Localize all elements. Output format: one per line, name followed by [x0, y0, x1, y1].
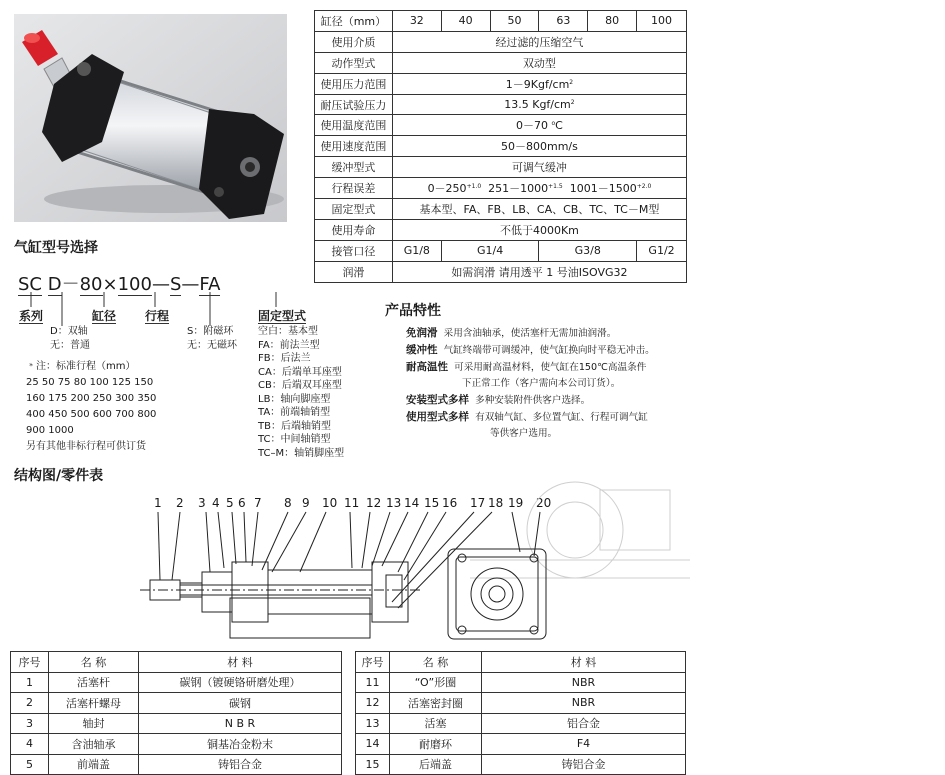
spec-sup: 2	[569, 78, 574, 86]
part-callout-number: 9	[302, 496, 310, 510]
stroke-note: 160 175 200 250 300 350	[26, 393, 157, 404]
spec-label: 缓冲型式	[315, 157, 393, 178]
feature-desc: 可采用耐高温材料，使气缸在150℃高温条件	[454, 362, 647, 373]
col-header: 名 称	[390, 652, 482, 673]
cell: 13	[356, 713, 390, 734]
part-callout-number: 10	[322, 496, 338, 510]
spec-label: 接管口径	[315, 240, 393, 261]
part-callout-number: 11	[344, 496, 360, 510]
cell: 活塞杆螺母	[49, 693, 139, 714]
mount-option: LB：轴向脚座型	[258, 393, 331, 405]
spec-cell: G1/8	[392, 240, 441, 261]
code-s: S	[169, 274, 182, 295]
table-header-row	[356, 652, 686, 673]
part-callout-number: 12	[366, 496, 382, 510]
spec-label: 行程误差	[315, 178, 393, 199]
cell: 含油轴承	[49, 734, 139, 755]
spec-cell: 40	[441, 11, 490, 32]
table-row	[356, 713, 686, 734]
spec-cell: 63	[539, 11, 588, 32]
feature-desc-cont: 下正常工作（客户需向本公司订货）。	[462, 378, 621, 389]
cell: 耐磨环	[390, 734, 482, 755]
spec-value: 经过滤的压缩空气	[392, 31, 686, 52]
table-row	[356, 693, 686, 714]
part-callout-number: 6	[238, 496, 246, 510]
part-callout-number: 7	[254, 496, 262, 510]
d-option: D：双轴	[50, 326, 88, 337]
mount-option: CA：后端单耳座型	[258, 366, 342, 378]
code-d: D	[47, 274, 62, 295]
feature-name: 耐高温性	[406, 361, 448, 373]
mount-option: TC–M：轴销脚座型	[258, 447, 345, 459]
cell: 铝合金	[482, 713, 686, 734]
spec-label: 使用温度范围	[315, 115, 393, 136]
part-callout-number: 8	[284, 496, 292, 510]
table-row	[11, 693, 342, 714]
cell: N B R	[139, 713, 342, 734]
spec-value-tail: C	[555, 119, 563, 133]
spec-cell: G1/2	[637, 240, 687, 261]
cell: 15	[356, 754, 390, 775]
part-callout-number: 14	[404, 496, 420, 510]
code-dash: —	[151, 274, 170, 295]
mount-option: TA：前端轴销型	[258, 407, 331, 418]
feature-name: 缓冲性	[406, 344, 438, 356]
part-callout-number: 3	[198, 496, 206, 510]
spec-sup: o	[551, 120, 556, 128]
spec-cell: 80	[588, 11, 637, 32]
spec-value: 50－800mm/s	[392, 136, 686, 157]
part-callout-number: 20	[536, 496, 552, 510]
spec-cell: G1/4	[441, 240, 539, 261]
cell: 11	[356, 672, 390, 693]
part-callout-number: 19	[508, 496, 524, 510]
spec-cell: G3/8	[539, 240, 637, 261]
spec-value-text: 13.5 Kgf/cm	[504, 98, 571, 111]
code-stroke: 100	[117, 274, 152, 295]
cell: 5	[11, 754, 49, 775]
parts-table-left	[10, 651, 342, 775]
feature-name: 使用型式多样	[406, 411, 469, 423]
spec-value-text: 0－70	[516, 119, 552, 133]
spec-label: 使用介质	[315, 31, 393, 52]
cell: 铸铝合金	[482, 754, 686, 775]
mount-option: FA：前法兰型	[258, 339, 320, 351]
cell: 前端盖	[49, 754, 139, 775]
stroke-note: 900 1000	[26, 425, 74, 436]
spec-value: 不低于4000Km	[392, 219, 686, 240]
spec-value: 如需润滑 请用透平 1 号油ISOVG32	[392, 261, 686, 282]
s-option: S：附磁环	[187, 326, 234, 337]
spec-value: 双动型	[392, 52, 686, 73]
col-header: 材 料	[482, 652, 686, 673]
cell: 后端盖	[390, 754, 482, 775]
structure-title: 结构图/零件表	[14, 468, 104, 484]
cell: 活塞	[390, 713, 482, 734]
feature-name: 免润滑	[406, 327, 438, 339]
code-bore: 80	[79, 274, 103, 295]
mount-option: CB：后端双耳座型	[258, 380, 342, 391]
model-section-title: 气缸型号选择	[14, 240, 98, 256]
s-option: 无：无磁环	[187, 339, 237, 351]
mount-option: TC：中间轴销型	[258, 434, 331, 445]
part-callout-number: 4	[212, 496, 220, 510]
feature-desc: 有双轴气缸、多位置气缸、行程可调气缸	[475, 412, 648, 423]
cell: 轴封	[49, 713, 139, 734]
part-callout-number: 13	[386, 496, 402, 510]
stroke-note: 另有其他非标行程可供订货	[26, 441, 146, 452]
code-dash: —	[181, 274, 200, 295]
stroke-note: 400 450 500 600 700 800	[26, 409, 157, 420]
cell: 4	[11, 734, 49, 755]
table-row	[356, 754, 686, 775]
part-callout-number: 2	[176, 496, 184, 510]
table-row	[11, 672, 342, 693]
spec-label: 耐压试验压力	[315, 94, 393, 115]
cell: 铸铝合金	[139, 754, 342, 775]
table-row	[11, 754, 342, 775]
spec-cell: 50	[490, 11, 539, 32]
stroke-note: ﹡注：标准行程（mm）	[26, 361, 136, 372]
spec-cell: 32	[392, 11, 441, 32]
spec-sup: +1.0	[466, 183, 482, 191]
cell: NBR	[482, 672, 686, 693]
mount-option: TB：后端轴销型	[258, 420, 331, 432]
feature-desc: 采用含油轴承，使活塞杆无需加油润滑。	[443, 328, 617, 339]
code-times: ×	[102, 274, 118, 295]
feature-desc: 气缸终端带可调缓冲，使气缸换向时平稳无冲击。	[443, 345, 655, 356]
table-row	[11, 734, 342, 755]
col-header: 序号	[356, 652, 390, 673]
code-dash: －	[61, 274, 80, 295]
parts-table-right	[355, 651, 686, 775]
spec-label: 使用寿命	[315, 219, 393, 240]
part-callout-number: 1	[154, 496, 162, 510]
part-callout-number: 5	[226, 496, 234, 510]
spec-value: 可调气缓冲	[392, 157, 686, 178]
label-mount-text: 固定型式	[258, 309, 307, 323]
cell: 活塞杆	[49, 672, 139, 693]
stroke-tolerance-2: 251－1000	[488, 182, 549, 196]
label-stroke-text: 行程	[145, 309, 170, 323]
spec-sup: 2	[570, 99, 575, 106]
feature-desc-cont: 等供客户选用。	[490, 428, 558, 439]
cell: 活塞密封圈	[390, 693, 482, 714]
label-series-text: 系列	[19, 309, 44, 323]
table-row	[356, 734, 686, 755]
part-callout-number: 15	[424, 496, 440, 510]
cell: 铜基冶金粉末	[139, 734, 342, 755]
cell: F4	[482, 734, 686, 755]
part-callout-number: 18	[488, 496, 504, 510]
part-callout-number: 17	[470, 496, 486, 510]
stroke-note: 25 50 75 80 100 125 150	[26, 377, 154, 388]
spec-value: 基本型、FA、FB、LB、CA、CB、TC、TC－M型	[392, 199, 686, 220]
cell: 3	[11, 713, 49, 734]
cell: 碳钢（镀硬铬研磨处理）	[139, 672, 342, 693]
spec-cell: 100	[637, 11, 687, 32]
spec-label: 润滑	[315, 261, 393, 282]
feature-name: 安装型式多样	[406, 394, 469, 406]
label-bore-text: 缸径	[92, 309, 117, 323]
cell: “O”形圈	[390, 672, 482, 693]
part-callout-number: 16	[442, 496, 458, 510]
col-header: 序号	[11, 652, 49, 673]
cell: NBR	[482, 693, 686, 714]
col-header: 名 称	[49, 652, 139, 673]
mount-option: FB：后法兰	[258, 353, 311, 364]
feature-desc: 多种安装附件供客户选择。	[475, 395, 591, 406]
stroke-tolerance-1: 0－250	[427, 182, 467, 196]
spec-sup: +2.0	[636, 183, 652, 191]
mount-option: 空白：基本型	[258, 326, 318, 337]
table-header-row	[11, 652, 342, 673]
cell: 2	[11, 693, 49, 714]
spec-label: 固定型式	[315, 199, 393, 220]
spec-label: 缸径（mm）	[315, 11, 393, 32]
cell: 1	[11, 672, 49, 693]
code-series: SC	[18, 274, 42, 295]
col-header: 材 料	[139, 652, 342, 673]
spec-value-text: 1－9Kgf/cm	[505, 77, 570, 91]
d-option: 无：普通	[50, 339, 90, 351]
spec-sup: +1.5	[548, 183, 563, 191]
table-row	[356, 672, 686, 693]
stroke-tolerance-3: 1001－1500	[569, 182, 637, 196]
cell: 碳钢	[139, 693, 342, 714]
spec-label: 使用速度范围	[315, 136, 393, 157]
code-mount: FA	[199, 274, 221, 295]
cell: 12	[356, 693, 390, 714]
cell: 14	[356, 734, 390, 755]
spec-label: 动作型式	[315, 52, 393, 73]
features-title: 产品特性	[385, 303, 441, 319]
spec-label: 使用压力范围	[315, 73, 393, 94]
table-row	[11, 713, 342, 734]
